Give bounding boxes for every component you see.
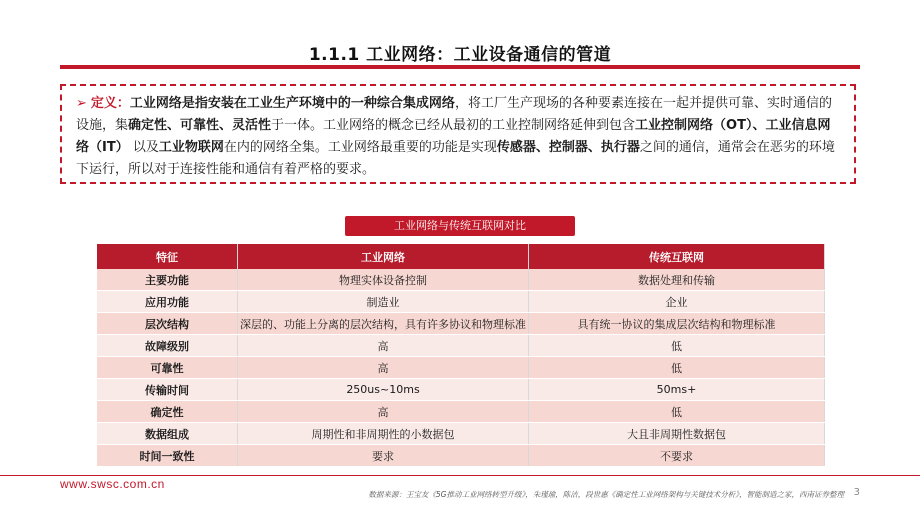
industrial-cell: 高 [238, 401, 529, 423]
feature-cell: 层次结构 [97, 313, 238, 335]
industrial-cell: 深层的、功能上分离的层次结构，具有许多协议和物理标准 [238, 313, 529, 335]
feature-cell: 应用功能 [97, 291, 238, 313]
definition-label: 定义： [90, 96, 130, 111]
table-header-row [97, 244, 825, 269]
header-industrial: 工业网络 [238, 244, 529, 269]
slide-title: 1.1.1 工业网络：工业设备通信的管道 [308, 45, 612, 65]
table-row [97, 335, 825, 357]
industrial-cell: 周期性和非周期性的小数据包 [238, 423, 529, 445]
definition-segment: 以及 [128, 140, 159, 155]
definition-segment: 于一体。工业网络的概念已经从最初的工业控制网络延伸到包含 [271, 118, 636, 133]
feature-cell: 故障级别 [97, 335, 238, 357]
table-row [97, 379, 825, 401]
definition-segment: 工业网络是指安装在工业生产环境中的一种综合集成网络 [129, 96, 455, 111]
internet-cell: 企业 [529, 291, 825, 313]
header-internet: 传统互联网 [529, 244, 825, 269]
internet-cell: 大且非周期性数据包 [529, 423, 825, 445]
feature-cell: 时间一致性 [97, 445, 238, 467]
feature-cell: 确定性 [97, 401, 238, 423]
table-row [97, 357, 825, 379]
internet-cell: 低 [529, 335, 825, 357]
comparison-table [97, 244, 825, 467]
definition-segment: 工业控制网络（OT）、工业信息网络（IT） [76, 118, 831, 155]
definition-box [60, 84, 856, 184]
title-underline [60, 65, 860, 69]
internet-cell: 数据处理和传输 [529, 269, 825, 291]
internet-cell: 低 [529, 401, 825, 423]
table-row [97, 423, 825, 445]
industrial-cell: 物理实体设备控制 [238, 269, 529, 291]
page-number: 3 [853, 487, 860, 498]
internet-cell: 低 [529, 357, 825, 379]
table-row [97, 269, 825, 291]
industrial-cell: 高 [238, 335, 529, 357]
definition-segment: 传感器、控制器、执行器 [496, 140, 640, 155]
header-feature: 特征 [97, 244, 238, 269]
data-source-note: 数据来源：王宝友《5G推动工业网络转型升级》，朱瑾瑜，陈洁，段世惠《确定性工业网络架构与关键技术分析》，智能制造之家，西南证券整理 [368, 490, 844, 499]
table-row [97, 313, 825, 335]
table-row [97, 401, 825, 423]
definition-segment: 之间的通信，通常会在恶劣的环境下运行，所以对于连接性能和通信有着严格的要求。 [76, 140, 835, 177]
table-row [97, 445, 825, 467]
feature-cell: 传输时间 [97, 379, 238, 401]
definition-segment: 在内的网络全集。工业网络最重要的功能是实现 [223, 140, 497, 155]
industrial-cell: 要求 [238, 445, 529, 467]
footer-website: www.swsc.com.cn [60, 477, 165, 491]
definition-segment: ，将工厂生产现场的各种要素连接在一起并提供可靠、实时通信的设施，集 [76, 96, 832, 133]
internet-cell: 50ms+ [529, 379, 825, 401]
internet-cell: 不要求 [529, 445, 825, 467]
definition-text [76, 96, 835, 177]
feature-cell: 数据组成 [97, 423, 238, 445]
industrial-cell: 250us~10ms [238, 379, 529, 401]
feature-cell: 可靠性 [97, 357, 238, 379]
feature-cell: 主要功能 [97, 269, 238, 291]
table-caption: 工业网络与传统互联网对比 [345, 216, 575, 236]
bullet-arrow-icon: ➢ [76, 96, 87, 111]
industrial-cell: 高 [238, 357, 529, 379]
definition-segment: 确定性、可靠性、灵活性 [128, 118, 272, 133]
definition-segment: 工业物联网 [158, 140, 224, 155]
internet-cell: 具有统一协议的集成层次结构和物理标准 [529, 313, 825, 335]
footer-divider [0, 475, 920, 476]
table-row [97, 291, 825, 313]
industrial-cell: 制造业 [238, 291, 529, 313]
